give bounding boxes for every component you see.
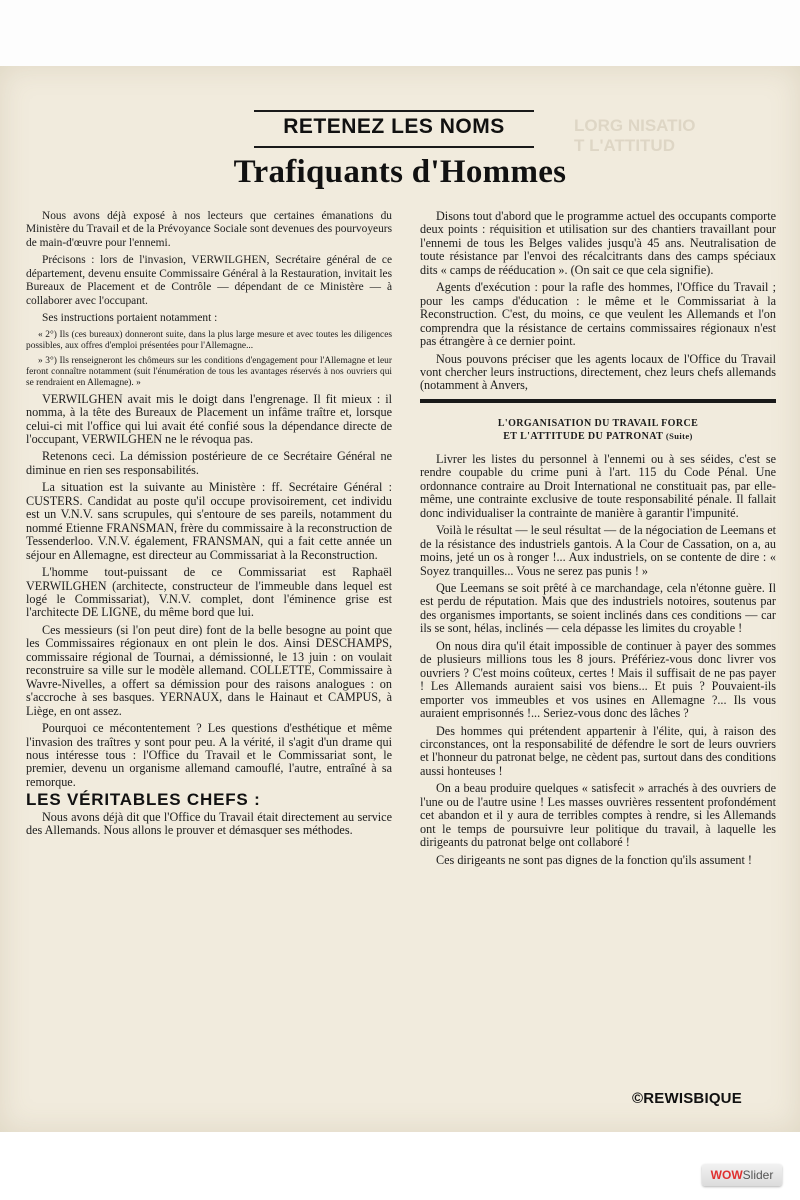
header-box — [254, 110, 534, 148]
scan-top-margin — [0, 0, 800, 66]
quoted-instruction: » 3°) Ils renseigneront les chômeurs sur les conditions d'engagement pour l'Allemagne et leur feront connaître notamment (suit l'énumération de tous les avantages réservés à nos ouvriers qui se rendraient en Allemagne). » — [26, 355, 392, 388]
paragraph: Nous avons déjà exposé à nos lecteurs que certaines émanations du Ministère du Travail et de la Prévoyance Sociale sont devenues des pourvoyeurs de main-d'œuvre pour l'ennemi. — [26, 210, 392, 249]
paragraph: Disons tout d'abord que le programme actuel des occupants comporte deux points : réquisition et utilisation sur des chantiers travaillant pour l'ennemi de tous les Belges valides jusqu'à 45 ans. Neutralisation de toute résistance par l'envoi des récalcitrants dans des camps spéciaux dits « camps de rééducation ». (On sait ce que cela signifie). — [420, 209, 776, 277]
bleed-line-1: LORG NISATIO — [574, 116, 696, 135]
paragraph: Retenons ceci. La démission postérieure de ce Secrétaire Général ne diminue en rien ses responsabilités. — [26, 449, 392, 477]
section-heading: LES VÉRITABLES CHEFS : — [26, 790, 261, 810]
wowslider-watermark[interactable] — [702, 1164, 782, 1186]
right-column — [420, 210, 776, 871]
watermark-part-1: WOW — [710, 1168, 743, 1182]
watermark-part-2: Slider — [742, 1168, 774, 1182]
paragraph: Nous avons déjà dit que l'Office du Travail était directement au service des Allemands. Nous allons le prouver et démasquer ses méthodes. — [26, 809, 392, 838]
paragraph: Voilà le résultat — le seul résultat — de la négociation de Leemans et de la résistance des industriels gantois. A la Cour de Cassation, on a, au moins, jeté un os à ronger !... Aux industriels, on se contente de dire : « Soyez tranquilles... Vous ne serez pas punis ! » — [420, 523, 776, 578]
paragraph: Des hommes qui prétendent appartenir à l'élite, qui, à raison des circonstances, ont la responsabilité de défendre le sort de leurs ouvriers et l'honneur du patronat belge, ne cèdent pas, surtout dans des conditions aussi honteuses ! — [420, 723, 776, 778]
paragraph: On nous dira qu'il était impossible de continuer à payer des sommes de plusieurs millions tous les 8 jours. Préfériez-vous donc livrer vos ouvriers ? C'est moins coûteux, certes ! Mais il suffisait de ne pas payer ! Les Allemands auraient saisi vos biens... Et puis ? Pouvaient-ils emporter vos immeubles et vos usines en Allemagne ?... Ils vous auraient emprisonnés !... Seriez-vous donc des lâches ? — [420, 638, 776, 721]
paragraph: Ses instructions portaient notamment : — [42, 312, 218, 325]
header-kicker: RETENEZ LES NOMS — [283, 115, 505, 138]
suite-label: (Suite) — [665, 430, 693, 441]
paragraph: Livrer les listes du personnel à l'ennemi ou à ses séides, c'est se rendre coupable du crime puni à l'art. 115 du Code Pénal. Une ordonnance contraire au Droit International ne constituait pas, par elle-même, une contrainte exclusive de toute responsabilité pénale. Il fallait donc individualiser la contrainte de manière à garantir l'impunité. — [420, 451, 776, 520]
section-divider — [420, 399, 776, 403]
bleed-line-2: T L'ATTITUD — [574, 136, 675, 155]
subheading-line-1: L'ORGANISATION DU TRAVAIL FORCE — [497, 417, 699, 429]
paragraph: Agents d'exécution : pour la rafle des hommes, l'Office du Travail ; pour les camps d'éducation : le même et le Commissariat à la Reconstruction. C'est, du moins, ce que veulent les Allemands et l'on comprendra que la résistance de certains commissaires régionaux n'est pas étrangère à ce dernier point. — [420, 280, 776, 349]
subheading-line-2 — [420, 430, 776, 443]
newspaper-page — [0, 66, 800, 1132]
paragraph: Précisons : lors de l'invasion, VERWILGHEN, Secrétaire général de ce département, devenu ensuite Commissaire Général à la Restauration, invitait les Bureaux de Placement et de Contrôle — dépendant de ce Ministère — à collaborer avec l'occupant. — [26, 254, 392, 307]
paragraph: On a beau produire quelques « satisfecit » arrachés à des ouvriers de l'une ou de l'autre usine ! Les masses ouvrières ressentent profondément cet abandon et il y aura de terribles comptes à rendre, si les Allemands ont le temps de poursuivre leur politique du travail, à laquelle les dirigeants du patronat belge ont collaboré ! — [420, 781, 776, 850]
paragraph: La situation est la suivante au Ministère : ff. Secrétaire Général : CUSTERS. Candidat au poste qu'il occupe provisoirement, cet individu est un V.N.V. sans scrupules, qui s'entoure de ses pareils, notamment du nommé Etienne FRANSMAN, frère du commissaire à la reconstruction de Tessenderloo. V.N.V. également, FRANSMAN, qui a fait cette année un séjour en Allemagne, est directeur au Commissariat à la Reconstruction. — [26, 480, 392, 562]
copyright-mark: ©REWISBIQUE — [632, 1090, 742, 1107]
paragraph: Nous pouvons préciser que les agents locaux de l'Office du Travail vont chercher leurs instructions, directement, chez leurs chefs allemands (notamment à Anvers, — [420, 351, 776, 393]
paragraph: Pourquoi ce mécontentement ? Les questions d'esthétique et même l'invasion des traîtres y sont pour peu. A la vérité, il s'agit d'un drame qui nous intéresse tous : l'Office du Travail et le Commissariat sont, le premier, devenu un organisme allemand camouflé, l'autre, entraîné à sa remorque. — [26, 721, 392, 789]
paragraph: Que Leemans se soit prêté à ce marchandage, cela n'étonne guère. Il est perdu de réputation. Mais que des industriels notoires, soutenus par des organismes importants, se soient inclinés dans ces conditions — car ils se sont, hélas, inclinés — cela dépasse les limites du croyable ! — [420, 580, 776, 636]
subsection-heading — [420, 417, 776, 443]
paragraph: Ces messieurs (si l'on peut dire) font de la belle besogne au point que les Commissaires régionaux en ont plein le dos. Ainsi DESCHAMPS, commissaire régional de Tournai, a démissionné, le 13 juin : on voulait reconstruire sa ville sur le modèle allemand. COLLETTE, Commissaire à Wavre-Nivelles, a offert sa démission pour des raisons analogues : on s'accroche à ses basques. YERNAUX, dans le Hainaut et CAMPUS, à Liège, en ont assez. — [26, 622, 392, 718]
subheading-line-2-text: ET L'ATTITUDE DU PATRONAT — [503, 430, 663, 442]
article-title: Trafiquants d'Hommes — [233, 154, 567, 190]
paragraph: Ces dirigeants ne sont pas dignes de la fonction qu'ils assument ! — [436, 852, 752, 867]
paragraph: L'homme tout-puissant de ce Commissariat est Raphaël VERWILGHEN (architecte, constructeur de l'immeuble dans lequel est logé le Commissariat), V.N.V. complet, dont l'éminence grise est l'architecte DE LIGNE, du même bord que lui. — [26, 565, 392, 620]
paragraph: VERWILGHEN avait mis le doigt dans l'engrenage. Il fit mieux : il nomma, à la tête des Bureaux de Placement un infâme traître et, lorsque celui-ci mit l'office qui lui avait été confié sous la dépendance directe de l'occupant, VERWILGHEN ne le révoqua pas. — [26, 391, 392, 446]
quoted-instruction: « 2°) Ils (ces bureaux) donneront suite, dans la plus large mesure et avec toutes les diligences possibles, aux offres d'emploi présentées pour l'Allemagne... — [26, 329, 392, 351]
left-column — [26, 210, 392, 842]
